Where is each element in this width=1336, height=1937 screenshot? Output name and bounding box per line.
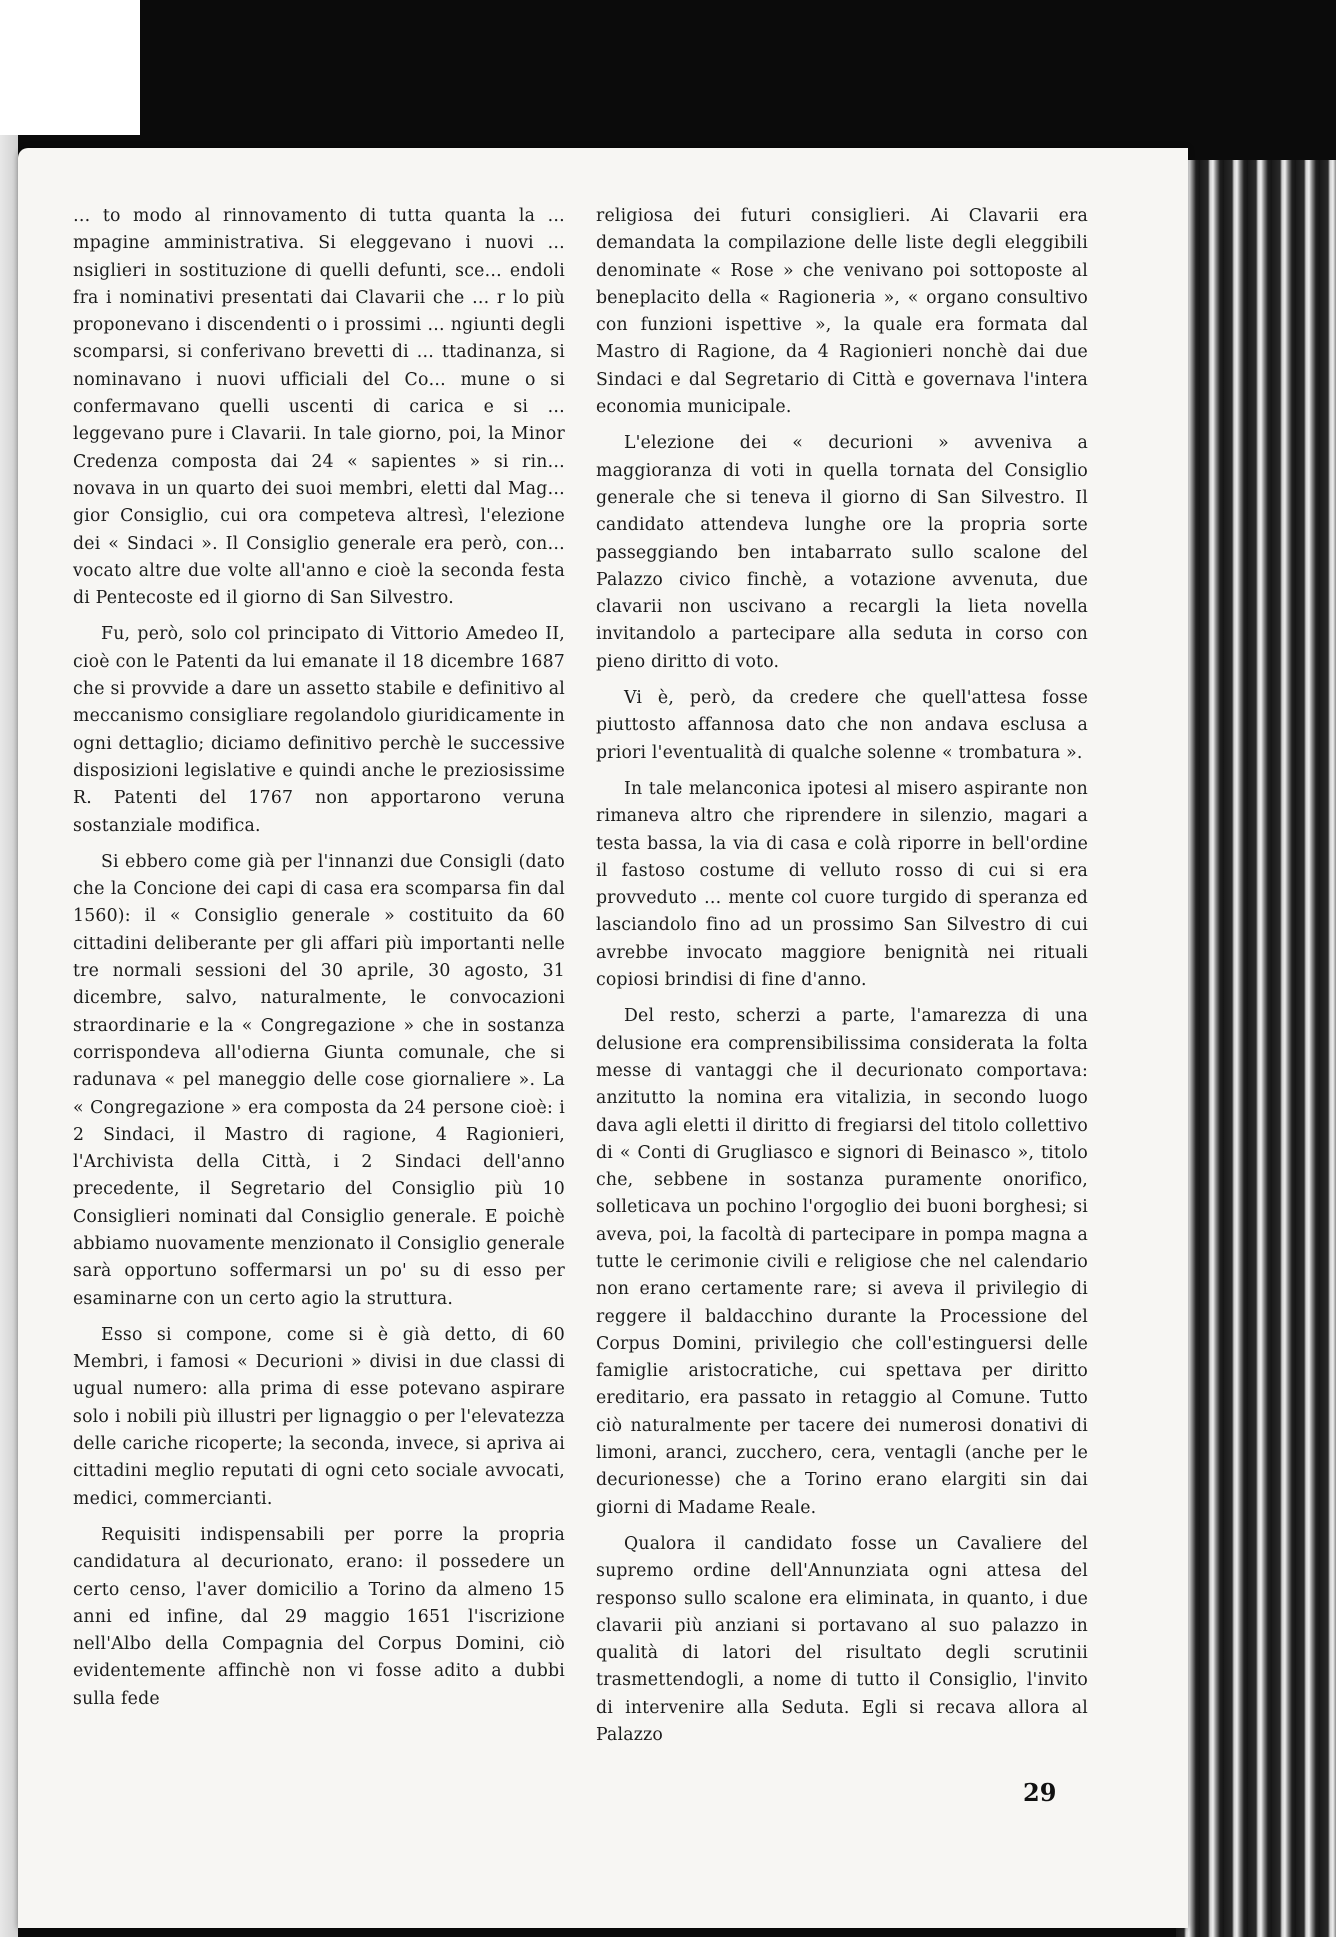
page-number: 29 [1023,1778,1057,1807]
paragraph: Requisiti indispensabili per porre la propria candidatura al decurionato, erano: il possedere un certo censo, l'aver domicilio a Torino da almeno 15 anni ed infine, dal 29 maggio 1651 l'iscrizione nell'Albo della Compagnia del Corpus Domini, ciò evidentemente affinchè non vi fosse adito a dubbi sulla fede [73,1524,565,1709]
scan-background [0,0,140,135]
paragraph: Qualora il candidato fosse un Cavaliere del supremo ordine dell'Annunziata ogni attesa del responso sullo scalone era eliminata, in quanto, i due clavarii più anziani si portavano al suo palazzo in qualità di latori del risultato degli scrutinii trasmettendogli, a nome di tutto il Consiglio, l'invito di intervenire alla Seduta. Egli si recava allora al Palazzo [596,1533,1088,1746]
paragraph: In tale melanconica ipotesi al misero aspirante non rimaneva altro che riprendere in silenzio, magari a testa bassa, la via di casa e colà riporre in bell'ordine il fastoso costume di velluto rosso di cui si era provveduto … mente col cuore turgido di speranza ed lasciandolo fino ad un prossimo San Silvestro di cui avrebbe invocato maggiore benignità nei rituali copiosi brindisi di fine d'anno. [596,778,1088,991]
book-page [18,148,1188,1928]
left-column [73,203,565,1722]
scan-left-edge [0,135,18,1937]
paragraph: Si ebbero come già per l'innanzi due Consigli (dato che la Concione dei capi di casa era scomparsa fin dal 1560): il « Consiglio generale » costituito da 60 cittadini deliberante per gli affari più importanti nelle tre normali sessioni del 30 aprile, 30 agosto, 31 dicembre, salvo, naturalmente, le convocazioni straordinarie e la « Congregazione » che in sostanza corrispondeva all'odierna Giunta comunale, che si radunava « pel maneggio delle cose giornaliere ». La « Congregazione » era composta da 24 persone cioè: i 2 Sindaci, il Mastro di ragione, 4 Ragionieri, l'Archivista della Città, i 2 Sindaci dell'anno precedente, il Segretario del Consiglio più 10 Consiglieri nominati dal Consiglio generale. E poichè abbiamo nuovamente menzionato il Consiglio generale sarà opportuno soffermarsi un po' su di esso per esaminarne con un certo agio la struttura. [73,851,565,1309]
paragraph: Fu, però, solo col principato di Vittorio Amedeo II, cioè con le Patenti da lui emanate il 18 dicembre 1687 che si provvide a dare un assetto stabile e definitivo al meccanismo consigliare regolandolo giuridicamente in ogni dettaglio; diciamo definitivo perchè le successive disposizioni legislative e quindi anche le preziosissime R. Patenti del 1767 non apportarono veruna sostanziale modifica. [73,624,565,836]
book-page-edges [1176,160,1336,1937]
paragraph: Vi è, però, da credere che quell'attesa fosse piuttosto affannosa dato che non andava esclusa a priori l'eventualità di qualche solenne « trombatura ». [596,688,1088,763]
paragraph: religiosa dei futuri consiglieri. Ai Clavarii era demandata la compilazione delle liste degli eleggibili denominate « Rose » che venivano poi sottoposte al beneplacito della « Ragioneria », « organo consultivo con funzioni ispettive », la quale era formata dal Mastro di Ragione, da 4 Ragionieri nonchè dai due Sindaci e dal Segretario di Città e governava l'intera economia municipale. [596,206,1088,418]
paragraph: Del resto, scherzi a parte, l'amarezza di una delusione era comprensibilissima considerata la folta messe di vantaggi che il decurionato comportava: anzitutto la nomina era vitalizia, in secondo luogo dava agli eletti il diritto di fregiarsi del titolo collettivo di « Conti di Grugliasco e signori di Beinasco », titolo che, sebbene in sostanza puramente onorifico, solleticava un pochino l'orgoglio dei buoni borghesi; si aveva, poi, la facoltà di partecipare in pompa magna a tutte le cerimonie civili e religiose che nel calendario non erano certamente rare; si aveva il privilegio di reggere il baldacchino durante la Processione del Corpus Domini, privilegio che coll'estinguersi delle famiglie aristocratiche, cui spettava per diritto ereditario, era passato in retaggio al Comune. Tutto ciò naturalmente per tacere dei numerosi donativi di limoni, aranci, zucchero, cera, ventagli (anche per le decurionesse) che a Torino erano elargiti sin dai giorni di Madame Reale. [596,1006,1088,1518]
paragraph: … to modo al rinnovamento di tutta quanta la … mpagine amministrativa. Si eleggevano i nuovi … nsiglieri in sostituzione di quelli defunti, sce… endoli fra i nominativi presentati dai Clavarii che … r lo più proponevano i discendenti o i prossimi … ngiunti degli scomparsi, si conferivano brevetti di … ttadinanza, si nominavano i nuovi ufficiali del Co… mune o si confermavano quelli uscenti di carica e si … leggevano pure i Clavarii. In tale giorno, poi, la Minor Credenza composta dai 24 « sapientes » si rin… novava in un quarto dei suoi membri, eletti dal Mag… gior Consiglio, cui ora competeva altresì, l'elezione dei « Sindaci ». Il Consiglio generale era però, con… vocato altre due volte all'anno e cioè la seconda festa di Pentecoste ed il giorno di San Silvestro. [73,206,565,609]
paragraph: Esso si compone, come si è già detto, di 60 Membri, i famosi « Decurioni » divisi in due classi di ugual numero: alla prima di esse potevano aspirare solo i nobili più illustri per lignaggio o per l'elevatezza delle cariche ricoperte; la seconda, invece, si apriva ai cittadini meglio reputati di ogni ceto sociale avvocati, medici, commercianti. [73,1324,565,1509]
paragraph: L'elezione dei « decurioni » avveniva a maggioranza di voti in quella tornata del Consiglio generale che si teneva il giorno di San Silvestro. Il candidato attendeva lunghe ore la propria sorte passeggiando ben intabarrato sullo scalone del Palazzo civico finchè, a votazione avvenuta, due clavarii non uscivano a recargli la lieta novella invitandolo a partecipare alla seduta in corso con pieno diritto di voto. [596,433,1088,672]
right-column [596,203,1088,1758]
